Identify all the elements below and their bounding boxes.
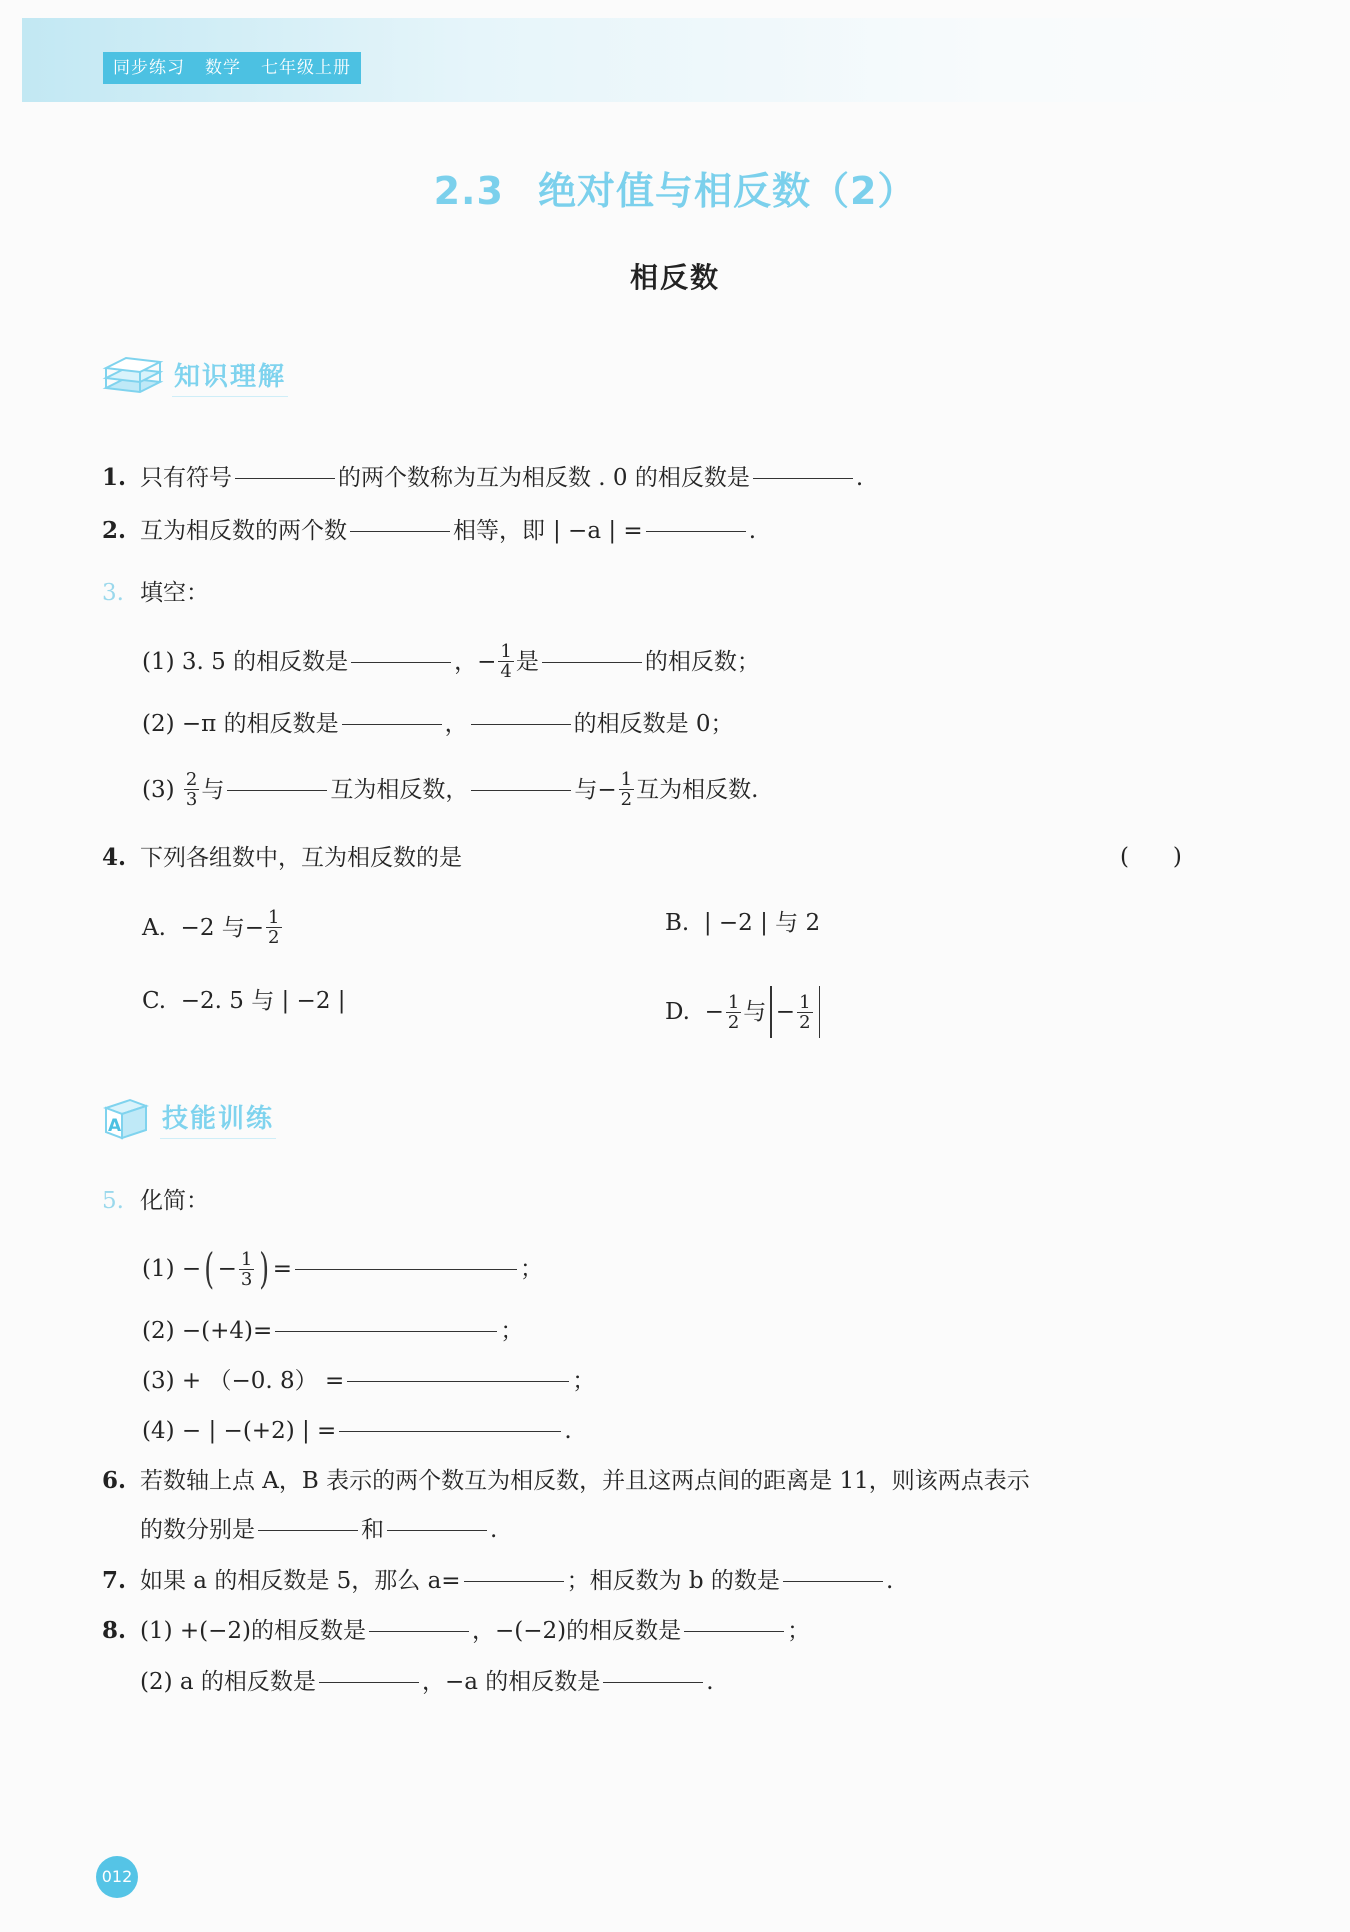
option-b xyxy=(665,908,820,938)
section-title-skills: 技能训练 xyxy=(160,1098,276,1139)
right-paren: ) xyxy=(259,1244,270,1293)
q8p1-sep: ， xyxy=(472,1618,496,1644)
q6-text-line1: 若数轴上点 A，B 表示的两个数互为相反数，并且这两点间的距离是 11，则该两点表示 xyxy=(140,1468,1030,1494)
part-tag: (1) xyxy=(142,1256,175,1282)
q8p1-end: ； xyxy=(787,1618,811,1644)
answer-blank[interactable] xyxy=(275,1330,497,1332)
part-tag: (4) xyxy=(142,1418,175,1444)
answer-blank[interactable] xyxy=(227,789,327,791)
question-8-part-2 xyxy=(140,1667,714,1697)
q2-text-a: 互为相反数的两个数 xyxy=(140,518,347,544)
header-grade: 七年级上册 xyxy=(261,58,351,78)
part-tag: (3) xyxy=(142,776,175,803)
fraction-1-2 xyxy=(266,908,281,947)
fraction-1-2 xyxy=(619,770,634,809)
fraction-numerator: 1 xyxy=(500,641,512,662)
header-tag xyxy=(103,52,361,84)
page-title xyxy=(0,160,1350,215)
question-6 xyxy=(102,1466,1030,1496)
books-icon xyxy=(100,352,164,400)
header-series: 同步练习 xyxy=(113,58,185,78)
fraction-1-2 xyxy=(797,993,812,1032)
q5-label: 化简： xyxy=(140,1188,209,1214)
q5p1-equals: = xyxy=(272,1256,292,1282)
q7-end: . xyxy=(885,1568,894,1594)
question-4 xyxy=(102,843,462,873)
answer-blank[interactable] xyxy=(783,1580,883,1582)
question-5-part-1 xyxy=(142,1244,543,1293)
q3p2-text-a: −π 的相反数是 xyxy=(181,711,339,737)
question-3-part-2 xyxy=(142,709,734,739)
answer-blank[interactable] xyxy=(369,1630,469,1632)
question-3 xyxy=(102,578,209,608)
q3p3-text-b: 互为相反数， xyxy=(330,776,469,803)
option-label: D. xyxy=(665,999,690,1025)
section-title-knowledge: 知识理解 xyxy=(172,356,288,397)
fraction-1-2 xyxy=(726,993,741,1032)
answer-blank[interactable] xyxy=(342,723,442,725)
fraction-denominator: 2 xyxy=(799,1011,811,1033)
question-5-part-2 xyxy=(142,1316,523,1346)
answer-blank[interactable] xyxy=(350,530,450,532)
fraction-numerator: 1 xyxy=(268,907,280,928)
q3p1-text-a: 3. 5 的相反数是 xyxy=(181,648,349,675)
answer-blank[interactable] xyxy=(235,477,335,479)
option-label: B. xyxy=(665,910,690,936)
answer-blank[interactable] xyxy=(258,1529,358,1531)
question-3-part-3 xyxy=(142,770,758,809)
q3p1-text-b: 是 xyxy=(515,648,539,675)
answer-blank[interactable] xyxy=(753,477,853,479)
option-c-text: −2. 5 与 | −2 | xyxy=(180,988,346,1014)
q8p1-text-a: +(−2)的相反数是 xyxy=(179,1618,367,1644)
q8p2-sep: ， xyxy=(421,1669,445,1695)
q3p3-text-c: 与− xyxy=(574,776,617,803)
q3p2-sep: ， xyxy=(444,711,468,737)
q7-number: 7. xyxy=(102,1567,127,1594)
part-tag: (2) xyxy=(142,1318,175,1344)
section-banner-skills xyxy=(100,1094,276,1142)
answer-blank[interactable] xyxy=(684,1630,784,1632)
fraction-denominator: 2 xyxy=(268,927,280,948)
option-label: A. xyxy=(142,914,166,941)
answer-blank[interactable] xyxy=(347,1380,569,1382)
fraction-denominator: 4 xyxy=(500,661,512,682)
q4-number: 4. xyxy=(102,844,127,871)
answer-blank[interactable] xyxy=(319,1681,419,1683)
answer-blank[interactable] xyxy=(471,789,571,791)
q5p2-end: ； xyxy=(500,1318,524,1344)
option-b-text: | −2 | 与 2 xyxy=(703,910,821,936)
answer-blank[interactable] xyxy=(387,1529,487,1531)
q5p4-expression: − | −(+2) | = xyxy=(181,1418,337,1444)
question-3-part-1 xyxy=(142,642,760,681)
q6-text-b: 和 xyxy=(361,1517,384,1543)
fraction-numerator: 2 xyxy=(185,769,198,790)
q5p4-end: . xyxy=(564,1418,572,1444)
q8p2-text-b: −a 的相反数是 xyxy=(444,1669,601,1695)
fraction-numerator: 1 xyxy=(240,1248,253,1270)
answer-blank[interactable] xyxy=(339,1430,561,1432)
fraction-numerator: 1 xyxy=(799,991,811,1013)
question-2 xyxy=(102,516,756,546)
option-d-text: 与 xyxy=(743,999,767,1025)
option-a xyxy=(142,908,284,947)
q5p3-expression: + （−0. 8） = xyxy=(181,1368,345,1394)
q3p1-sign: − xyxy=(477,648,497,675)
option-label: C. xyxy=(142,988,167,1014)
q5p1-inner-sign: − xyxy=(217,1256,237,1282)
question-6-line-2 xyxy=(140,1515,497,1545)
q2-expression: | −a | = xyxy=(553,518,643,544)
option-d-sign: − xyxy=(704,999,724,1025)
q3p2-text-b: 的相反数是 0； xyxy=(573,711,734,737)
q2-number: 2. xyxy=(102,517,127,544)
fraction-denominator: 3 xyxy=(185,789,198,810)
header-subject: 数学 xyxy=(205,58,241,78)
q5p3-end: ； xyxy=(572,1368,596,1394)
option-d-inner-sign: − xyxy=(775,999,796,1025)
option-a-text: −2 与− xyxy=(180,914,265,941)
title-number: 2.3 xyxy=(433,169,504,213)
q1-number: 1. xyxy=(102,464,127,491)
part-tag: (1) xyxy=(140,1618,173,1644)
q7-text-b: ；相反数为 b 的数是 xyxy=(566,1568,780,1594)
abs-bar-left xyxy=(770,986,772,1038)
q5p2-expression: −(+4)= xyxy=(181,1318,273,1344)
answer-blank[interactable] xyxy=(471,723,571,725)
answer-blank[interactable] xyxy=(542,661,642,663)
fraction-denominator: 2 xyxy=(620,789,633,810)
fraction-denominator: 2 xyxy=(727,1011,740,1033)
q1-end: . xyxy=(855,465,864,491)
answer-blank[interactable] xyxy=(603,1681,703,1683)
answer-paren[interactable]: ( ) xyxy=(1120,844,1182,870)
abc-cube-icon xyxy=(100,1094,152,1142)
q6-number: 6. xyxy=(102,1467,127,1494)
q1-text-b: 的两个数称为互为相反数 . 0 的相反数是 xyxy=(338,465,750,491)
q5p1-end: ； xyxy=(519,1256,543,1282)
q3-label: 填空： xyxy=(140,580,209,606)
left-paren: ( xyxy=(204,1244,215,1293)
q2-end: . xyxy=(748,518,756,544)
section-banner-knowledge xyxy=(100,352,288,400)
part-tag: (3) xyxy=(142,1368,175,1394)
q5-number: 5. xyxy=(102,1188,124,1214)
part-tag: (1) xyxy=(142,648,175,675)
answer-blank[interactable] xyxy=(351,661,451,663)
q3p1-sep: ， xyxy=(454,648,478,675)
q8-number: 8. xyxy=(102,1617,127,1644)
part-tag: (2) xyxy=(140,1669,173,1695)
q2-text-b: 相等，即 xyxy=(453,518,545,544)
page-number: 012 xyxy=(96,1856,138,1898)
q6-end: . xyxy=(490,1517,498,1543)
part-tag: (2) xyxy=(142,711,175,737)
answer-blank[interactable] xyxy=(646,530,746,532)
q6-text-a: 的数分别是 xyxy=(140,1517,255,1543)
question-5-part-4 xyxy=(142,1416,572,1446)
answer-blank[interactable] xyxy=(464,1580,564,1582)
fraction-numerator: 1 xyxy=(620,769,633,790)
fraction-1-3 xyxy=(239,1250,254,1289)
title-text: 绝对值与相反数（2） xyxy=(537,169,917,213)
question-5 xyxy=(102,1186,209,1216)
q1-text-a: 只有符号 xyxy=(140,465,232,491)
abs-bar-right xyxy=(819,986,821,1038)
q7-text-a: 如果 a 的相反数是 5，那么 a= xyxy=(140,1568,461,1594)
q4-text: 下列各组数中，互为相反数的是 xyxy=(140,845,462,871)
q8p1-text-b: −(−2)的相反数是 xyxy=(495,1618,682,1644)
fraction-1-4 xyxy=(498,642,513,681)
question-7 xyxy=(102,1566,893,1596)
fraction-denominator: 3 xyxy=(240,1268,253,1290)
q8p2-end: . xyxy=(706,1669,714,1695)
option-c xyxy=(142,986,346,1016)
q3p3-text-d: 互为相反数. xyxy=(636,776,759,803)
question-8 xyxy=(102,1616,810,1646)
question-1 xyxy=(102,463,863,493)
page-subtitle: 相反数 xyxy=(629,261,720,294)
fraction-2-3 xyxy=(184,770,199,809)
q5p1-sign: − xyxy=(181,1256,202,1282)
question-5-part-3 xyxy=(142,1366,595,1396)
q3p1-text-c: 的相反数； xyxy=(644,648,760,675)
answer-blank[interactable] xyxy=(295,1268,517,1270)
option-d xyxy=(665,986,824,1038)
q8p2-text-a: a 的相反数是 xyxy=(179,1669,316,1695)
q3-number: 3. xyxy=(102,580,124,606)
q3p3-text-a: 与 xyxy=(201,776,225,803)
fraction-numerator: 1 xyxy=(727,991,740,1013)
svg-text:A: A xyxy=(108,1116,122,1136)
